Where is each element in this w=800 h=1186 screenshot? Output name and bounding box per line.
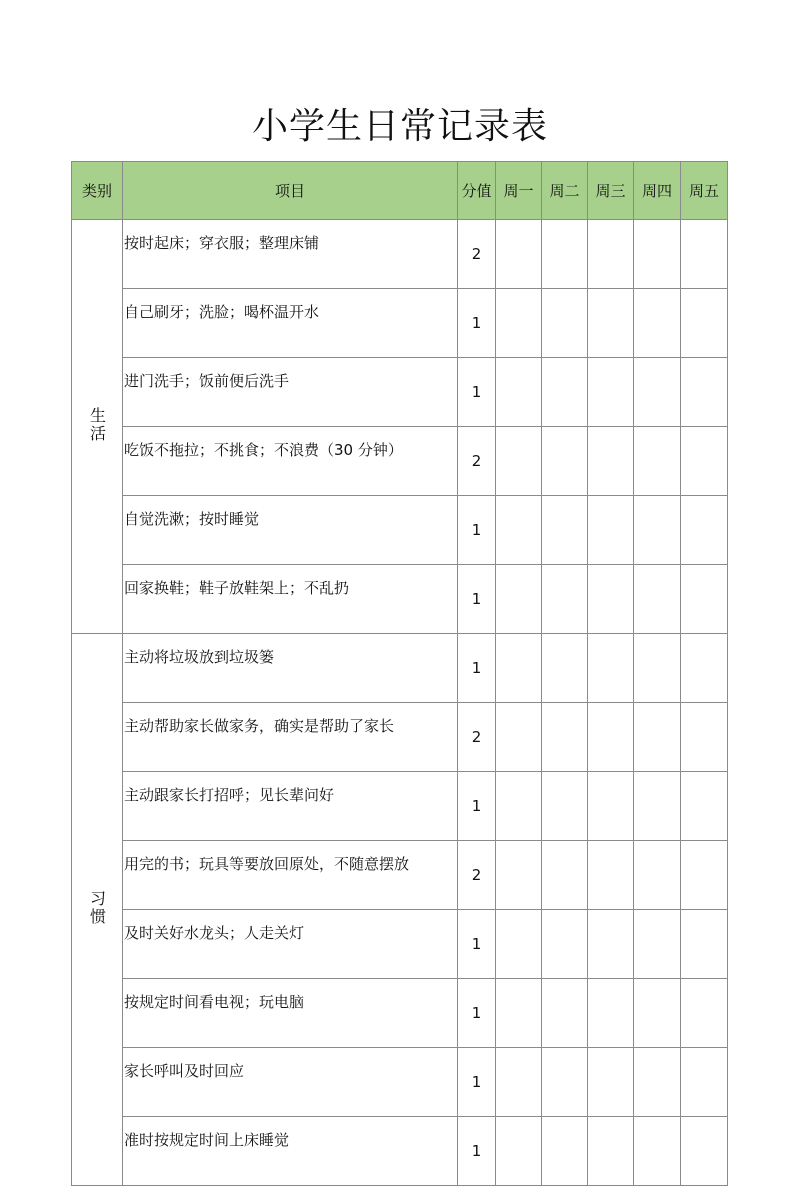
day-check-cell[interactable] bbox=[634, 1117, 681, 1186]
page-title: 小学生日常记录表 bbox=[251, 106, 548, 148]
item-cell: 回家换鞋；鞋子放鞋架上；不乱扔 bbox=[123, 565, 458, 634]
day-check-cell[interactable] bbox=[542, 565, 588, 634]
table-row bbox=[72, 220, 728, 289]
day-check-cell[interactable] bbox=[588, 703, 634, 772]
day-check-cell[interactable] bbox=[681, 841, 728, 910]
day-check-cell[interactable] bbox=[588, 565, 634, 634]
day-check-cell[interactable] bbox=[542, 1048, 588, 1117]
score-cell: 1 bbox=[458, 979, 496, 1048]
score-cell: 1 bbox=[458, 634, 496, 703]
day-check-cell[interactable] bbox=[588, 220, 634, 289]
day-check-cell[interactable] bbox=[681, 703, 728, 772]
day-check-cell[interactable] bbox=[681, 1117, 728, 1186]
day-check-cell[interactable] bbox=[634, 910, 681, 979]
item-cell: 主动帮助家长做家务，确实是帮助了家长 bbox=[123, 703, 458, 772]
table-row bbox=[72, 772, 728, 841]
day-check-cell[interactable] bbox=[588, 358, 634, 427]
table-body bbox=[72, 220, 728, 1186]
day-check-cell[interactable] bbox=[588, 910, 634, 979]
header-score: 分值 bbox=[458, 162, 496, 220]
day-check-cell[interactable] bbox=[496, 289, 542, 358]
day-check-cell[interactable] bbox=[681, 289, 728, 358]
header-item: 项目 bbox=[123, 162, 458, 220]
item-cell: 按时起床；穿衣服；整理床铺 bbox=[123, 220, 458, 289]
day-check-cell[interactable] bbox=[542, 910, 588, 979]
table-row bbox=[72, 1048, 728, 1117]
item-cell: 准时按规定时间上床睡觉 bbox=[123, 1117, 458, 1186]
daily-record-table bbox=[71, 161, 728, 1186]
header-day-thu: 周四 bbox=[634, 162, 681, 220]
score-cell: 1 bbox=[458, 1048, 496, 1117]
day-check-cell[interactable] bbox=[634, 496, 681, 565]
day-check-cell[interactable] bbox=[496, 634, 542, 703]
score-cell: 1 bbox=[458, 289, 496, 358]
score-cell: 2 bbox=[458, 427, 496, 496]
item-cell: 用完的书；玩具等要放回原处，不随意摆放 bbox=[123, 841, 458, 910]
day-check-cell[interactable] bbox=[681, 910, 728, 979]
day-check-cell[interactable] bbox=[496, 496, 542, 565]
day-check-cell[interactable] bbox=[542, 289, 588, 358]
table-row bbox=[72, 565, 728, 634]
day-check-cell[interactable] bbox=[542, 496, 588, 565]
day-check-cell[interactable] bbox=[588, 841, 634, 910]
day-check-cell[interactable] bbox=[681, 427, 728, 496]
day-check-cell[interactable] bbox=[496, 1048, 542, 1117]
table-row bbox=[72, 427, 728, 496]
item-cell: 自觉洗漱；按时睡觉 bbox=[123, 496, 458, 565]
day-check-cell[interactable] bbox=[681, 565, 728, 634]
header-day-fri: 周五 bbox=[681, 162, 728, 220]
header-category: 类别 bbox=[72, 162, 123, 220]
table-row bbox=[72, 496, 728, 565]
day-check-cell[interactable] bbox=[496, 1117, 542, 1186]
day-check-cell[interactable] bbox=[588, 1117, 634, 1186]
day-check-cell[interactable] bbox=[588, 1048, 634, 1117]
table-row bbox=[72, 289, 728, 358]
day-check-cell[interactable] bbox=[634, 703, 681, 772]
day-check-cell[interactable] bbox=[681, 496, 728, 565]
day-check-cell[interactable] bbox=[496, 910, 542, 979]
table-row bbox=[72, 358, 728, 427]
category-cell bbox=[72, 634, 123, 1186]
table-row bbox=[72, 703, 728, 772]
score-cell: 2 bbox=[458, 703, 496, 772]
item-cell: 进门洗手；饭前便后洗手 bbox=[123, 358, 458, 427]
table-row bbox=[72, 910, 728, 979]
table-row bbox=[72, 841, 728, 910]
day-check-cell[interactable] bbox=[542, 703, 588, 772]
score-cell: 1 bbox=[458, 496, 496, 565]
day-check-cell[interactable] bbox=[542, 841, 588, 910]
category-label: 习惯 bbox=[87, 889, 107, 926]
day-check-cell[interactable] bbox=[681, 1048, 728, 1117]
score-cell: 2 bbox=[458, 220, 496, 289]
header-day-tue: 周二 bbox=[542, 162, 588, 220]
day-check-cell[interactable] bbox=[634, 427, 681, 496]
day-check-cell[interactable] bbox=[496, 841, 542, 910]
day-check-cell[interactable] bbox=[634, 1048, 681, 1117]
score-cell: 1 bbox=[458, 772, 496, 841]
item-cell: 按规定时间看电视；玩电脑 bbox=[123, 979, 458, 1048]
day-check-cell[interactable] bbox=[588, 772, 634, 841]
day-check-cell[interactable] bbox=[681, 979, 728, 1048]
day-check-cell[interactable] bbox=[542, 220, 588, 289]
day-check-cell[interactable] bbox=[634, 979, 681, 1048]
day-check-cell[interactable] bbox=[681, 772, 728, 841]
day-check-cell[interactable] bbox=[588, 427, 634, 496]
score-cell: 2 bbox=[458, 841, 496, 910]
item-cell: 家长呼叫及时回应 bbox=[123, 1048, 458, 1117]
day-check-cell[interactable] bbox=[588, 979, 634, 1048]
day-check-cell[interactable] bbox=[634, 634, 681, 703]
item-cell: 主动跟家长打招呼；见长辈问好 bbox=[123, 772, 458, 841]
score-cell: 1 bbox=[458, 910, 496, 979]
item-cell: 主动将垃圾放到垃圾篓 bbox=[123, 634, 458, 703]
day-check-cell[interactable] bbox=[634, 772, 681, 841]
item-cell: 吃饭不拖拉；不挑食；不浪费（30 分钟） bbox=[123, 427, 458, 496]
day-check-cell[interactable] bbox=[542, 979, 588, 1048]
day-check-cell[interactable] bbox=[542, 772, 588, 841]
table-header-row bbox=[72, 162, 728, 220]
score-cell: 1 bbox=[458, 1117, 496, 1186]
day-check-cell[interactable] bbox=[496, 979, 542, 1048]
day-check-cell[interactable] bbox=[634, 565, 681, 634]
score-cell: 1 bbox=[458, 358, 496, 427]
day-check-cell[interactable] bbox=[588, 634, 634, 703]
table-row bbox=[72, 979, 728, 1048]
day-check-cell[interactable] bbox=[542, 634, 588, 703]
day-check-cell[interactable] bbox=[681, 220, 728, 289]
day-check-cell[interactable] bbox=[634, 841, 681, 910]
category-cell bbox=[72, 220, 123, 634]
day-check-cell[interactable] bbox=[496, 565, 542, 634]
day-check-cell[interactable] bbox=[681, 634, 728, 703]
header-day-wed: 周三 bbox=[588, 162, 634, 220]
item-cell: 自己刷牙；洗脸；喝杯温开水 bbox=[123, 289, 458, 358]
table-row bbox=[72, 1117, 728, 1186]
day-check-cell[interactable] bbox=[634, 289, 681, 358]
day-check-cell[interactable] bbox=[588, 496, 634, 565]
day-check-cell[interactable] bbox=[634, 358, 681, 427]
day-check-cell[interactable] bbox=[496, 703, 542, 772]
day-check-cell[interactable] bbox=[496, 772, 542, 841]
category-label: 生活 bbox=[87, 406, 107, 443]
day-check-cell[interactable] bbox=[496, 358, 542, 427]
day-check-cell[interactable] bbox=[496, 220, 542, 289]
day-check-cell[interactable] bbox=[496, 427, 542, 496]
day-check-cell[interactable] bbox=[542, 358, 588, 427]
score-cell: 1 bbox=[458, 565, 496, 634]
day-check-cell[interactable] bbox=[634, 220, 681, 289]
day-check-cell[interactable] bbox=[588, 289, 634, 358]
day-check-cell[interactable] bbox=[542, 1117, 588, 1186]
header-day-mon: 周一 bbox=[496, 162, 542, 220]
day-check-cell[interactable] bbox=[681, 358, 728, 427]
day-check-cell[interactable] bbox=[542, 427, 588, 496]
table-row bbox=[72, 634, 728, 703]
item-cell: 及时关好水龙头；人走关灯 bbox=[123, 910, 458, 979]
